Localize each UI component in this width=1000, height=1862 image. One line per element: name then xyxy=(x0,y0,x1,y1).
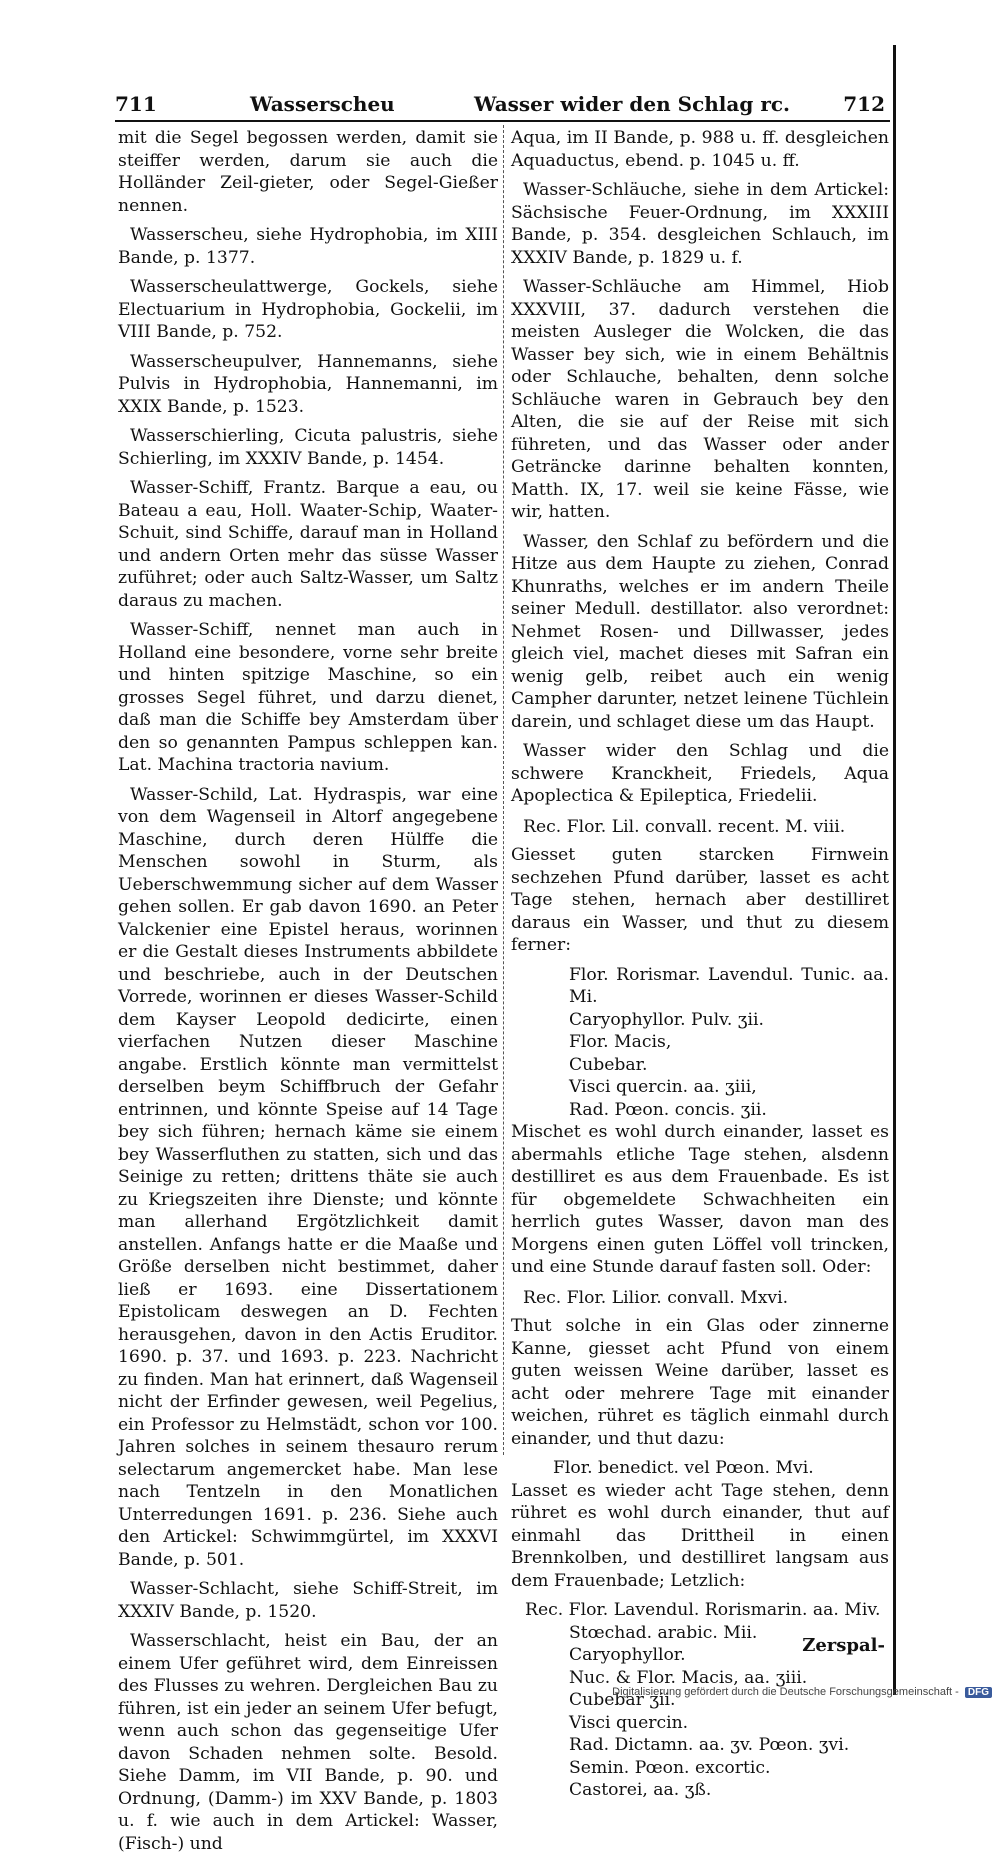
entry-wasser-schlaeuche: Wasser-Schläuche, siehe in dem Artickel: Sächsische Feuer-Ordnung, im XXXIII Bande, p. 354. desgleichen Schlauch, im XXXIV Bande, p. 1829 u. f. xyxy=(511,180,889,268)
entry-wasserscheulattwerge: Wasserscheulattwerge, Gockels, siehe Electuarium in Hydrophobia, Gockelii, im VIII Bande, p. 752. xyxy=(118,277,498,342)
column-separator xyxy=(503,125,504,1455)
entry-wasser-wider-schlag: Wasser wider den Schlag und die schwere Kranckheit, Friedels, Aqua Apoplectica & Epileptica, Friedelii. xyxy=(511,741,889,806)
ingredient-list-1 xyxy=(511,964,889,1122)
page-number-right: 712 xyxy=(843,92,885,116)
recipe-instruction-2: Mischet es wohl durch einander, lasset es abermahls etliche Tage stehen, alsdenn destilliret es aus dem Frauenbade. Es ist für obgemeldete Schwachheiten ein herrlich gutes Wasser, davon man des Morgens einen guten Löffel voll trincken, und eine Stunde darauf fasten soll. Oder: xyxy=(511,1122,889,1277)
ingredient: Castorei, aa. ʒß. xyxy=(569,1780,712,1800)
ingredient: Visci quercin. xyxy=(569,1712,689,1733)
entry-wasser-schlacht: Wasser-Schlacht, siehe Schiff-Streit, im XXXIV Bande, p. 1520. xyxy=(118,1579,498,1622)
entry-wasserschlacht: Wasserschlacht, heist ein Bau, der an einem Ufer geführet wird, dem Einreissen des Flusses zu wehren. Dergleichen Bau zu führen, ist ein jeder an seinem Ufer befugt, wenn auch schon das gegenseitige Ufer davon Schaden nehmen solte. Besold. Siehe Damm, im VII Bande, p. 90. und Ordnung, (Damm-) im XXV Bande, p. 1803 u. f. wie auch in dem Artickel: Wasser, (Fisch-) und xyxy=(118,1631,498,1854)
entry-schlaeuche-am-himmel: Wasser-Schläuche am Himmel, Hiob XXXVIII, 37. dadurch verstehen die meisten Ausleger die Wolcken, die das Wasser bey sich, wie in einem Behältnis oder Schlauche, behalten, denn solche Schläuche waren in Gebrauch bey den Alten, die sie auf der Reise mit sich führeten, und das Wasser oder ander Geträncke darinne behalten konnten, Matth. IX, 17. weil sie keine Fässe, wie wir, hatten. xyxy=(511,277,889,522)
digitization-footer xyxy=(612,1686,992,1698)
ingredient: Flor. Macis, xyxy=(569,1032,672,1052)
recipe-instruction-1: Giesset guten starcken Firnwein sechzehen Pfund darüber, lasset es acht Tage stehen, hernach aber destilliret daraus ein Wasser, und thut zu diesem ferner: xyxy=(511,845,889,955)
ingredient: Cubebar ʒii. xyxy=(569,1690,676,1710)
entry-wasser-schiff-2: Wasser-Schiff, nennet man auch in Holland eine besondere, vorne sehr breite und hinten spitzige Maschine, so ein grosses Segel führet, und darzu dienet, daß man die Schiffe bey Amsterdam über den so genannten Pampus schleppen kan. Lat. Machina tractoria navium. xyxy=(118,620,498,775)
entry-wasserscheupulver: Wasserscheupulver, Hannemanns, siehe Pulvis in Hydrophobia, Hannemanni, im XXIX Bande, p. 1523. xyxy=(118,351,498,417)
ingredient: Semin. Pœon. excortic. xyxy=(569,1757,771,1778)
ingredient: Visci quercin. aa. ʒiii, xyxy=(569,1077,757,1097)
ingredient: Flor. benedict. vel Pœon. Mvi. xyxy=(553,1458,814,1478)
dfg-logo: DFG xyxy=(965,1687,992,1698)
ingredient: Flor. Rorismar. Lavendul. Tunic. aa. Mi. xyxy=(569,964,889,1007)
entry-wasserscheu: Wasserscheu, siehe Hydrophobia, im XIII Bande, p. 1377. xyxy=(118,225,498,268)
entry-continuation: mit die Segel begossen werden, damit sie steiffer werden, darum sie auch die Holländer Zeil-gieter, oder Segel-Gießer nennen. xyxy=(118,128,498,216)
catchword: Zerspal- xyxy=(802,1635,885,1656)
recipe-line-2: Rec. Flor. Lilior. convall. Mxvi. xyxy=(523,1287,789,1308)
running-title-right: Wasser wider den Schlag rc. xyxy=(473,92,790,116)
header-rule xyxy=(115,120,890,122)
entry-wasserschierling: Wasserschierling, Cicuta palustris, siehe Schierling, im XXXIV Bande, p. 1454. xyxy=(118,426,498,469)
ingredient: Rad. Pœon. concis. ʒii. xyxy=(569,1099,767,1120)
ingredient: Nuc. & Flor. Macis, aa. ʒiii. xyxy=(569,1667,808,1688)
recipe-line-3: Rec. Flor. Lavendul. Rorismarin. aa. Miv. xyxy=(525,1600,881,1620)
ingredient: Stœchad. arabic. Mii. xyxy=(569,1622,758,1643)
page-edge-rule xyxy=(893,45,896,1695)
running-header xyxy=(115,92,885,122)
ingredient: Caryophyllor. xyxy=(569,1645,686,1665)
left-column xyxy=(118,127,498,1862)
running-title-left: Wasserscheu xyxy=(250,92,395,116)
recipe-line-1: Rec. Flor. Lil. convall. recent. M. viii. xyxy=(523,816,846,837)
right-column xyxy=(511,127,889,1802)
recipe-instruction-4: Lasset es wieder acht Tage stehen, denn rühret es wohl durch einander, thut auf einmahl das Drittheil in einen Brennkolben, und destilliret langsam aus dem Frauenbade; Letzlich: xyxy=(511,1480,889,1591)
entry-wasser-schild: Wasser-Schild, Lat. Hydraspis, war eine von dem Wagenseil in Altorf angegebene Maschine, durch deren Hülffe die Menschen sowohl in Sturm, als Ueberschwemmung sicher auf dem Wasser gehen sollen. Er gab davon 1690. an Peter Valckenier eine Epistel heraus, worinnen er die Gestalt dieses Instruments abbildete und beschriebe, auch in der Deutschen Vorrede, worinnen er dieses Wasser-Schild dem Kayser Leopold dedicirte, einen vierfachen Nutzen dieser Maschine angabe. Erstlich könnte man vermittelst derselben beym Schiffbruch der Gefahr entrinnen, und könnte Speise auf 14 Tage bey sich führen; hernach käme sie einem bey Wasserfluthen zu statten, sich und das Seinige zu retten; drittens thäte sie auch zu Kriegszeiten ihre Dienste; und könnte man allerhand Ergötzlichkeit damit anstellen. Anfangs hatte er die Maaße und Größe derselben nicht bestimmet, daher ließ er 1693. eine Dissertationem Epistolicam deswegen an D. Fechten herausgehen, davon in den Actis Eruditor. 1690. p. 37. und 1693. p. 223. Nachricht zu finden. Man hat erinnert, daß Wagenseil nicht der Erfinder gewesen, weil Pegelius, ein Professor zu Helmstädt, schon vor 100. Jahren solches in seinem thesauro rerum selectarum angemercket habe. Man lese nach Tentzeln in den Monatlichen Unterredungen 1691. p. 236. Siehe auch den Artickel: Schwimmgürtel, im XXXVI Bande, p. 501. xyxy=(118,784,498,1570)
page-number-left: 711 xyxy=(115,92,157,116)
recipe-instruction-3: Thut solche in ein Glas oder zinnerne Kanne, giesset acht Pfund von einem guten weissen Weine darüber, lasset es acht oder mehrere Tage mit einander weichen, rühret es täglich einmahl durch einander, und thut dazu: xyxy=(511,1316,889,1449)
ingredient: Caryophyllor. Pulv. ʒii. xyxy=(569,1009,764,1030)
ingredient: Rad. Dictamn. aa. ʒv. Pœon. ʒvi. xyxy=(569,1735,850,1755)
ingredient: Cubebar. xyxy=(569,1054,648,1075)
entry-wasser-schiff-1: Wasser-Schiff, Frantz. Barque a eau, ou Bateau a eau, Holl. Waater-Schip, Waater-Schuit, sind Schiffe, darauf man in Holland und andern Orten mehr das süsse Wasser zuführet; oder auch Saltz-Wasser, um Saltz daraus zu machen. xyxy=(118,478,498,611)
entry-wasser-schlaf: Wasser, den Schlaf zu befördern und die Hitze aus dem Haupte zu ziehen, Conrad Khunraths, welches er im andern Theile seiner Medull. destillator. also verordnet: Nehmet Rosen- und Dillwasser, jedes gleich viel, machet dieses mit Safran ein wenig gelb, reibet auch ein wenig Campher darunter, netzet leinene Tüchlein darein, und schlaget diese um das Haupt. xyxy=(511,531,889,732)
entry-aqua-continuation: Aqua, im II Bande, p. 988 u. ff. desgleichen Aquaductus, ebend. p. 1045 u. ff. xyxy=(511,128,889,171)
footer-text: Digitalisierung gefördert durch die Deutsche Forschungsgemeinschaft - xyxy=(612,1686,959,1698)
